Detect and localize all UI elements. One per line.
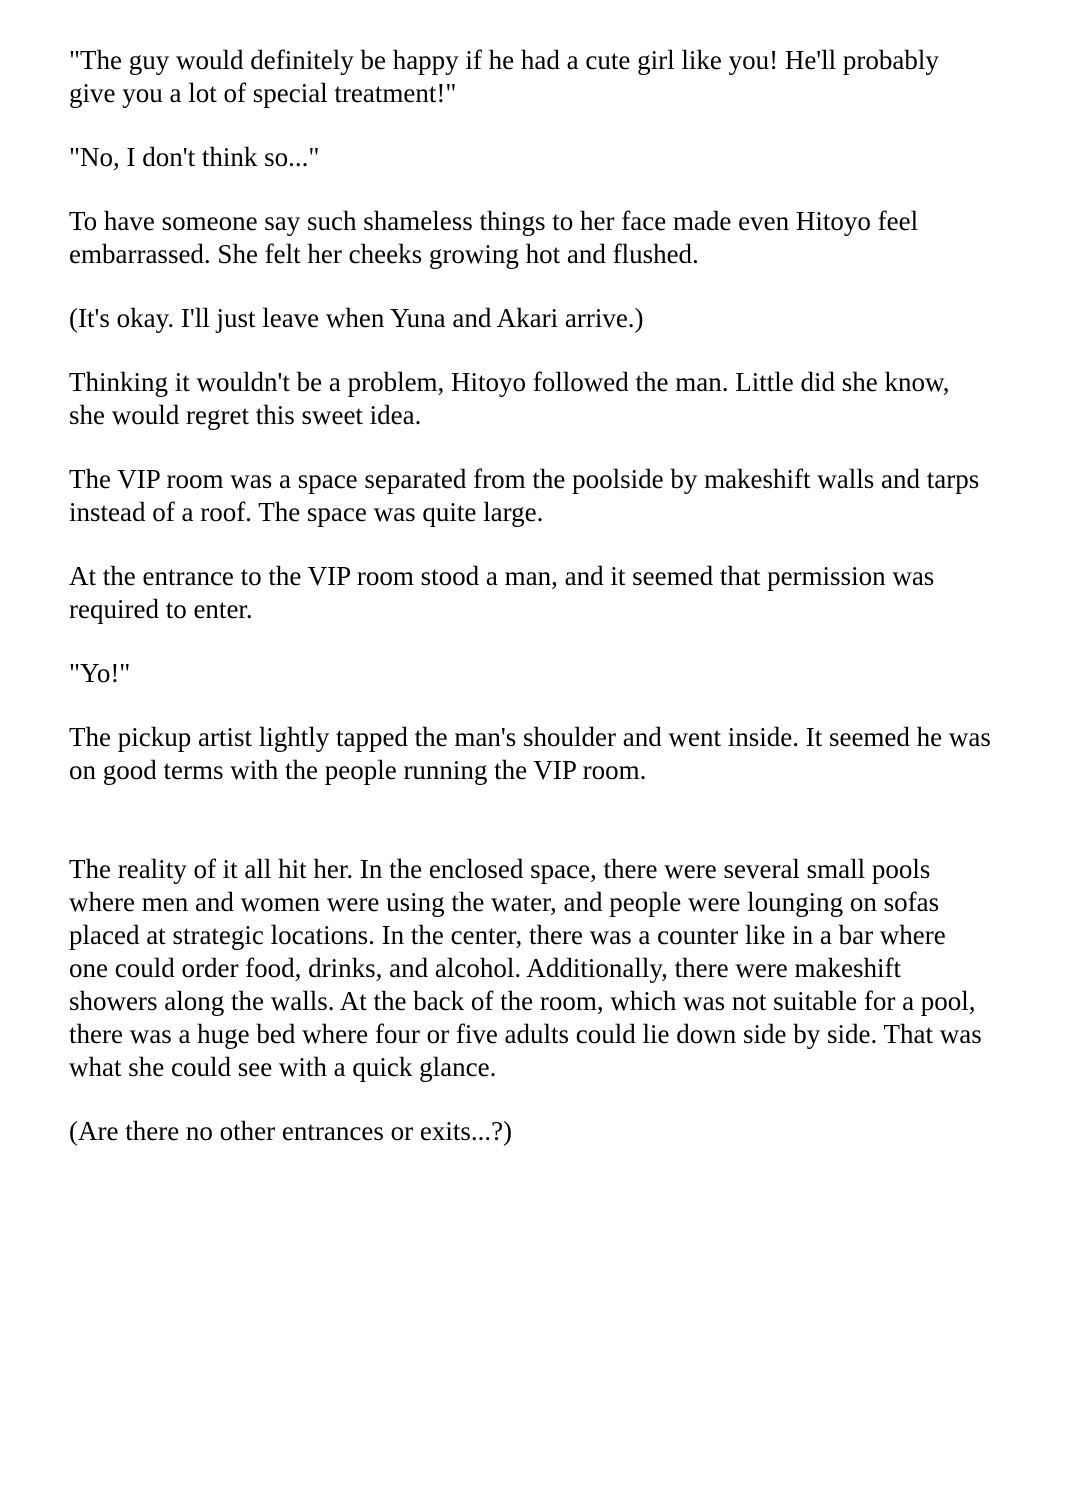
paragraph-inner-thought-2: (Are there no other entrances or exits...?) [69,1116,513,1146]
paragraph-narration-6: The reality of it all hit her. In the enclosed space, there were several small pools where men and women were using the water, and people were lounging on sofas placed at strategic locations. In the center, there was a counter like in a bar where one could order food, drinks, and alcohol. Additionally, there were makeshift showers along the walls. At the back of the room, which was not suitable for a pool, there was a huge bed where four or five adults could lie down side by side. That was what she could see with a quick glance. [69,854,982,1082]
paragraph-dialogue-2: "No, I don't think so..." [69,142,320,172]
paragraph-narration-2: Thinking it wouldn't be a problem, Hitoyo followed the man. Little did she know, she would regret this sweet idea. [69,367,950,430]
paragraph-narration-3: The VIP room was a space separated from the poolside by makeshift walls and tarps instead of a roof. The space was quite large. [69,464,980,527]
paragraph-narration-1: To have someone say such shameless things to her face made even Hitoyo feel embarrassed. She felt her cheeks growing hot and flushed. [69,206,919,269]
paragraph-dialogue-1: "The guy would definitely be happy if he had a cute girl like you! He'll probably give you a lot of special treatment!" [69,45,939,108]
text-column [69,44,991,1179]
paragraph-narration-4: At the entrance to the VIP room stood a man, and it seemed that permission was required to enter. [69,561,935,624]
paragraph-narration-5: The pickup artist lightly tapped the man's shoulder and went inside. It seemed he was on good terms with the people running the VIP room. [69,722,991,785]
paragraph-dialogue-3: "Yo!" [69,658,131,688]
paragraph-inner-thought-1: (It's okay. I'll just leave when Yuna and Akari arrive.) [69,303,644,333]
